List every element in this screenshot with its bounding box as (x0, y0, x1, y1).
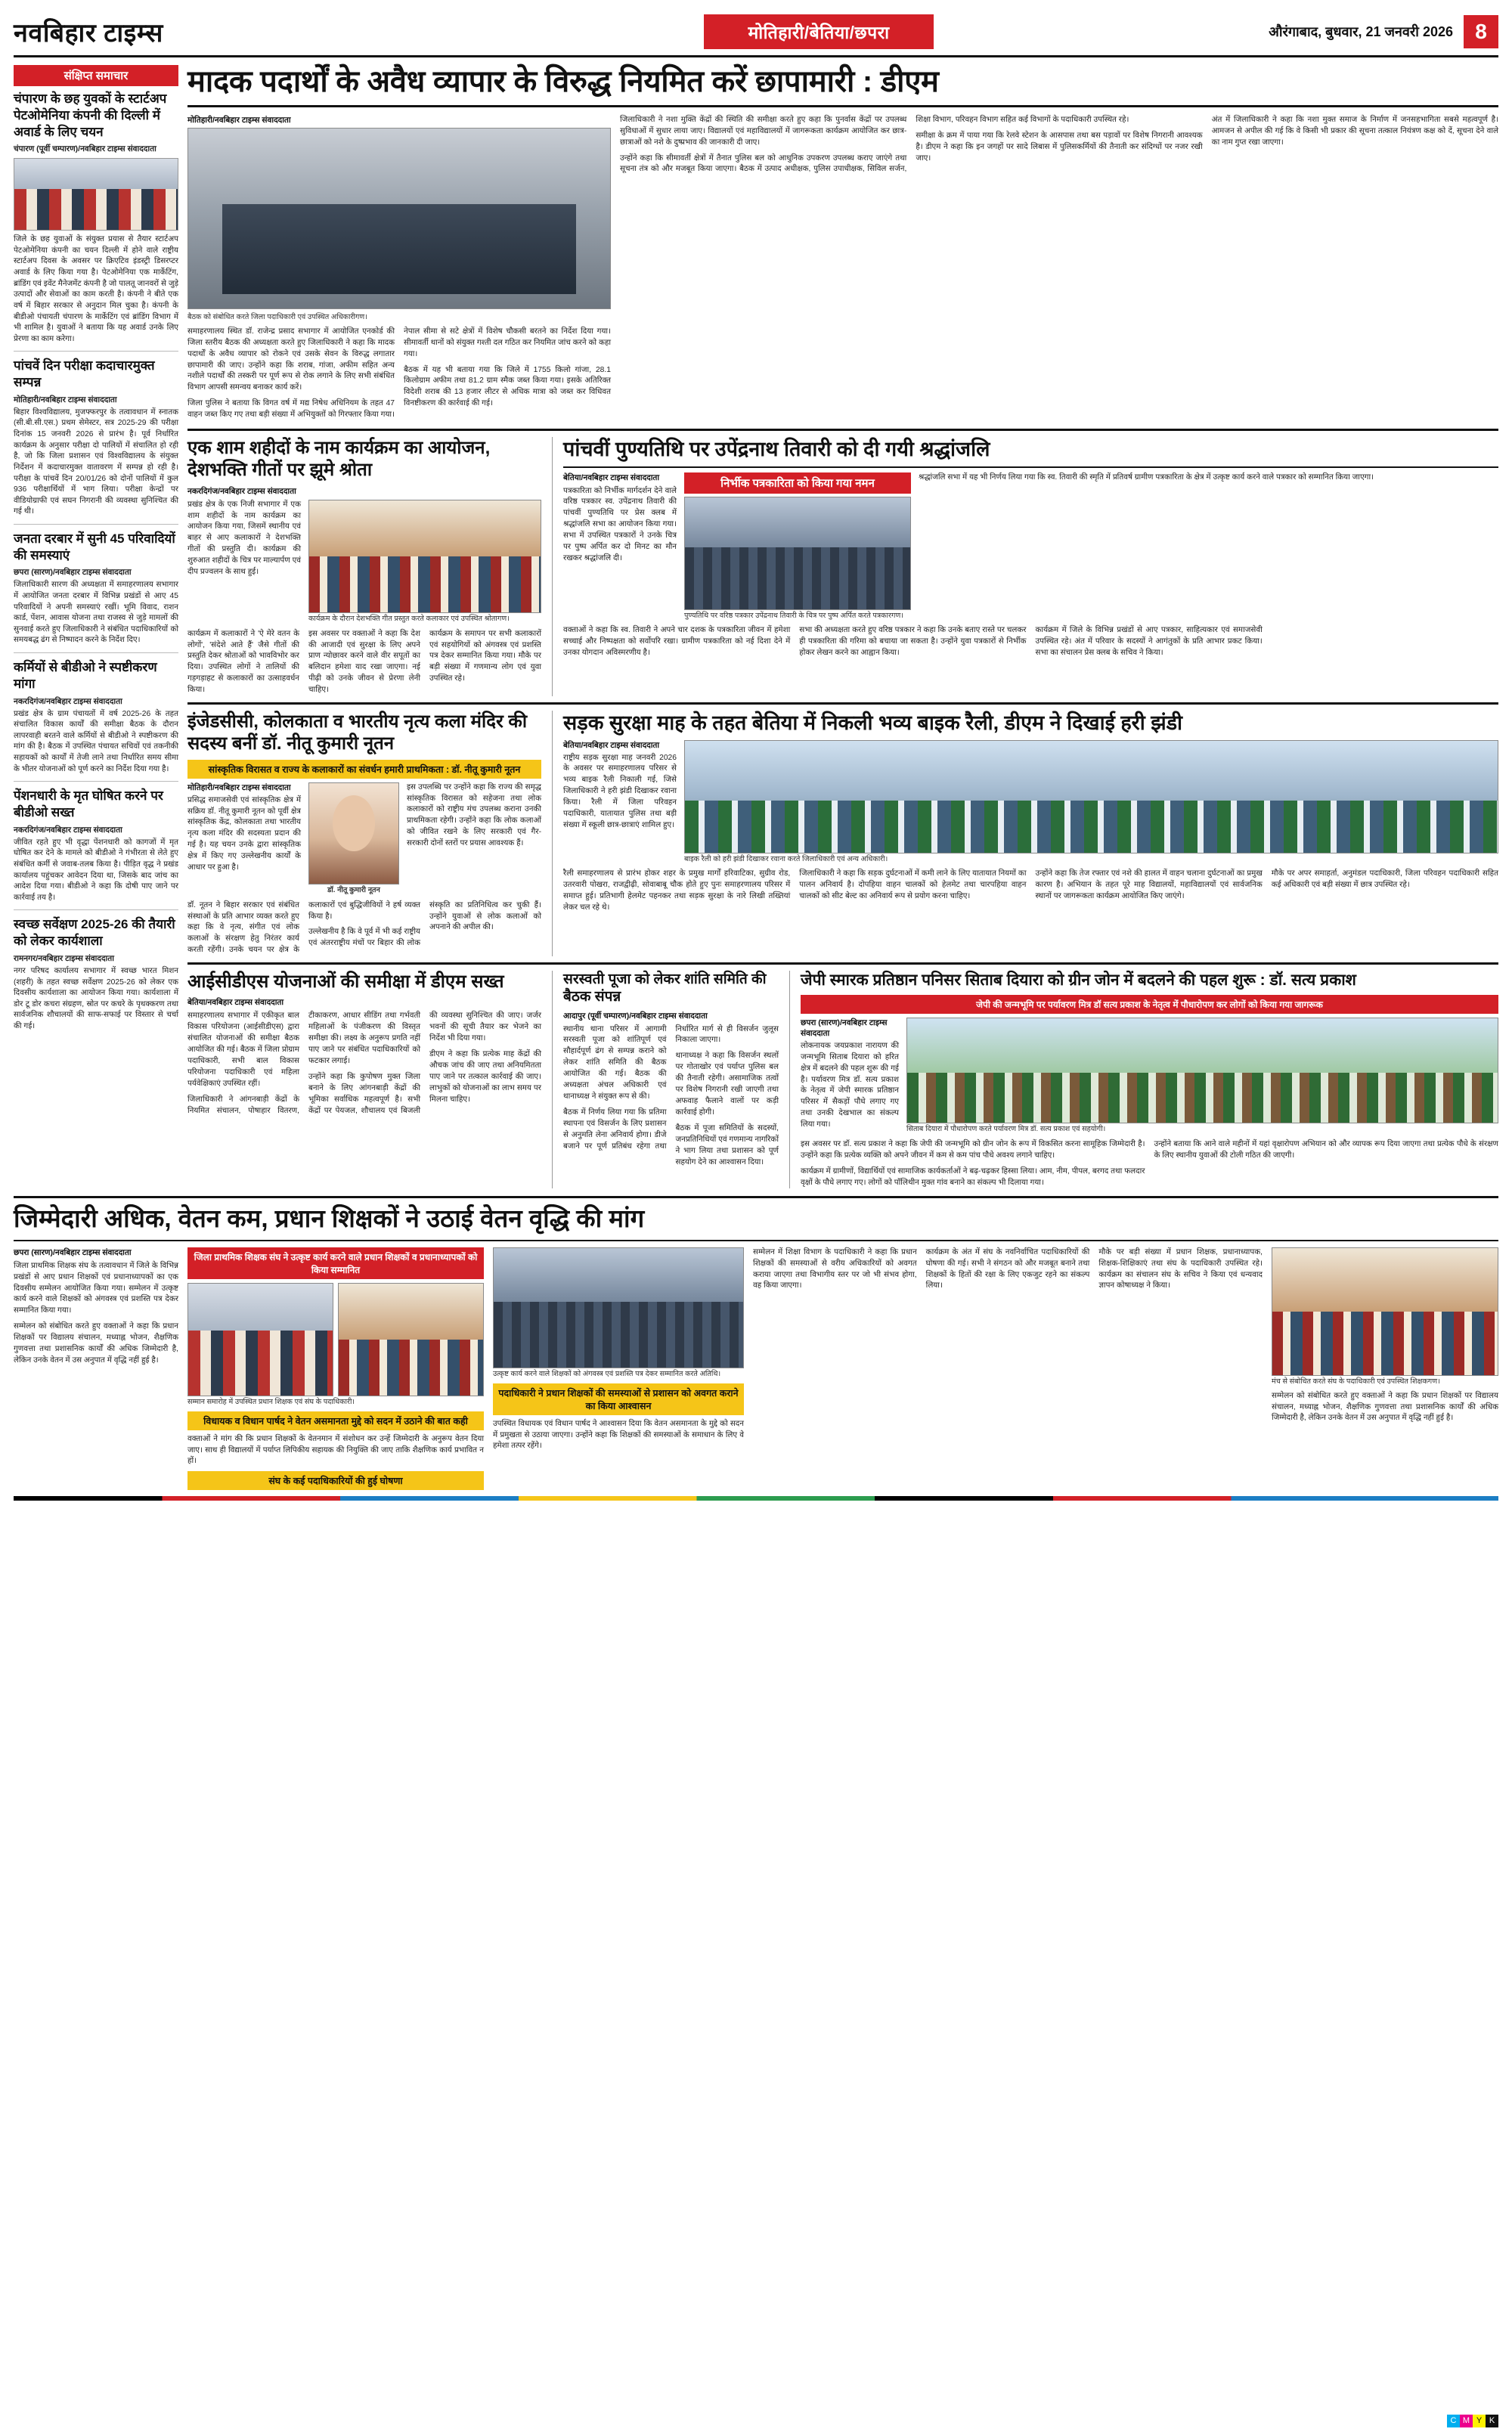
saraswati-headline: सरस्वती पूजा को लेकर शांति समिति की बैठक संपन्न (563, 971, 767, 1005)
brief-title: कर्मियों से बीडीओ ने स्पष्टीकरण मांगा (14, 660, 157, 691)
row-three (187, 702, 1498, 956)
brief-body: प्रखंड क्षेत्र के ग्राम पंचायतों में वर्ष 2025-26 के तहत संचालित विकास कार्यों की समीक्षा बैठक के दौरान लापरवाही बरतने वाले कर्मियों से बीडीओ ने स्पष्टीकरण की मांग की है। बैठक में उपस्थित पंचायत सचिवों एवं तकनीकी सहायकों को कार्यों में तेजी लाने तथा निर्धारित समय सीमा के भीतर योजनाओं को पूर्ण करने का निर्देश दिया गया है। (14, 709, 178, 773)
brief-item (14, 358, 178, 525)
bottom-caption-1: सम्मान समारोह में उपस्थित प्रधान शिक्षक एवं संघ के पदाधिकारी। (187, 1397, 355, 1406)
bottom-para: उपस्थित विधायक एवं विधान पार्षद ने आश्वासन दिया कि वेतन असमानता के मुद्दे को सदन में प्रमुखता से उठाया जाएगा। उन्होंने कहा कि शिक्षकों की समस्याओं के समाधान के लिए वे हमेशा तत्पर रहेंगे। (493, 1419, 744, 1451)
shaheed-para: कार्यक्रम में कलाकारों ने 'ऐ मेरे वतन के लोगों', 'संदेशे आते हैं' जैसे गीतों की प्रस्तुति देकर श्रोताओं को भावविभोर कर दिया। उपस्थित लोगों ने तालियों की गड़गड़ाहट से कलाकारों का उत्साहवर्धन किया। (187, 629, 299, 695)
brief-byline: रामनगर/नवबिहार टाइम्स संवाददाता (14, 953, 114, 963)
story-jp (789, 971, 1498, 1188)
jp-para: कार्यक्रम में ग्रामीणों, विद्यार्थियों एवं सामाजिक कार्यकर्ताओं ने बढ़-चढ़कर हिस्सा लिया। आम, नीम, पीपल, बरगद तथा फलदार वृक्षों के पौधे लगाए गए। लोगों को पॉलिथीन मुक्त गांव बनाने का संकल्प भी दिलाया गया। (801, 1166, 1145, 1187)
bottom-redbar: जिला प्राथमिक शिक्षक संघ ने उत्कृष्ट कार्य करने वाले प्रधान शिक्षकों व प्रधानाध्यापकों को किया सम्मानित (187, 1247, 484, 1279)
edition-wrap (369, 14, 1269, 49)
saraswati-para: बैठक में पूजा समितियों के सदस्यों, जनप्रतिनिधियों एवं गणमान्य नागरिकों ने भाग लिया तथा प्रशासन को पूर्ण सहयोग देने का आश्वासन दिया। (675, 1123, 779, 1166)
brief-title: जनता दरबार में सुनी 45 परिवादियों की समस्याएं (14, 531, 175, 562)
jp-redbar: जेपी की जन्मभूमि पर पर्यावरण मित्र डॉ सत्य प्रकाश के नेतृत्व में पौधारोपण कर लोगों को किया गया जागरूक (801, 995, 1498, 1014)
lead-photo (187, 128, 611, 309)
bottom-para: मौके पर बड़ी संख्या में प्रधान शिक्षक, प्रधानाध्यापक, शिक्षक-शिक्षिकाएं तथा संघ के पदाधिकारी उपस्थित रहे। कार्यक्रम का संचालन संघ के सचिव ने किया एवं धन्यवाद ज्ञापन कोषाध्यक्ष ने किया। (1098, 1247, 1263, 1290)
shaheed-para: कार्यक्रम के समापन पर सभी कलाकारों एवं सहयोगियों को अंगवस्त्र एवं प्रशस्ति पत्र देकर सम्मानित किया गया। मौके पर बड़ी संख्या में गणमान्य लोग एवं युवा उपस्थित रहे। (429, 629, 541, 683)
brief-body: नगर परिषद कार्यालय सभागार में स्वच्छ भारत मिशन (शहरी) के तहत स्वच्छ सर्वेक्षण 2025-26 को लेकर एक दिवसीय कार्यशाला का आयोजन किया गया। कार्यशाला में डोर टू डोर कचरा संग्रहण, स्रोत पर कचरे के पृथक्करण तथा सार्वजनिक शौचालयों की साफ-सफाई पर विस्तार से चर्चा की गई। (14, 966, 178, 1030)
bottom-col-5 (1272, 1247, 1498, 1491)
masthead (14, 11, 1498, 57)
story-shaheed (187, 437, 541, 696)
tiwari-para: सभा की अध्यक्षता करते हुए वरिष्ठ पत्रकार ने कहा कि उनके बताए रास्ते पर चलकर ही पत्रकारिता की गरिमा को बचाया जा सकता है। उन्होंने युवा पत्रकारों से निर्भीक होकर लेखन करने का आह्वान किया। (799, 626, 1027, 658)
brief-item (14, 788, 178, 910)
brief-byline: नकरदिगंज/नवबिहार टाइम्स संवाददाता (14, 696, 122, 706)
masthead-right (1269, 15, 1498, 48)
tiwari-para: पत्रकारिता को निर्भीक मार्गदर्शन देने वाले वरिष्ठ पत्रकार स्व. उपेंद्रनाथ तिवारी की पांचवीं पुण्यतिथि पर प्रेस क्लब में श्रद्धांजलि सभा का आयोजन किया गया। सभा में उपस्थित पत्रकारों ने उनके चित्र पर पुष्प अर्पित कर दो मिनट का मौन रखकर श्रद्धांजलि दी। (563, 486, 677, 563)
tiwari-photo (684, 497, 911, 610)
neetu-byline: मोतिहारी/नवबिहार टाइम्स संवाददाता (187, 782, 291, 792)
tiwari-caption: पुण्यतिथि पर वरिष्ठ पत्रकार उपेंद्रनाथ तिवारी के चित्र पर पुष्प अर्पित करते पत्रकारगण। (684, 611, 903, 620)
lead-para: जिला पुलिस ने बताया कि विगत वर्ष में मद्य निषेध अधिनियम के तहत 47 वाहन जब्त किए गए तथा बड़ी संख्या में अभियुक्तों को गिरफ्तार किया गया। नेपाल सीमा से सटे क्षेत्रों में विशेष चौकसी बरतने का निर्देश दिया गया। सीमावर्ती थानों को संयुक्त गश्ती दल गठित कर नियमित जांच करने को कहा गया। (187, 327, 611, 420)
row-four (187, 962, 1498, 1188)
story-tiwari (552, 437, 1498, 696)
lead-headline: मादक पदार्थों के अवैध व्यापार के विरुद्ध नियमित करें छापामारी : डीएम (187, 65, 1498, 107)
shaheed-para: प्रखंड क्षेत्र के एक निजी सभागार में एक शाम शहीदों के नाम कार्यक्रम का आयोजन किया गया, जिसमें स्थानीय एवं बाहर से आए कलाकारों ने देशभक्ति गीतों की प्रस्तुति दी। कार्यक्रम की शुरुआत शहीदों के चित्र पर माल्यार्पण एवं दीप प्रज्वलन के साथ हुई। (187, 500, 301, 577)
rally-headline: सड़क सुरक्षा माह के तहत बेतिया में निकली भव्य बाइक रैली, डीएम ने दिखाई हरी झंडी (563, 711, 1183, 735)
bottom-photo-3 (493, 1247, 744, 1368)
brief-body: जीवित रहते हुए भी वृद्धा पेंशनधारी को कागजों में मृत घोषित कर देने के मामले को बीडीओ ने गंभीरता से लेते हुए संबंधित कर्मी से जवाब-तलब किया है। पीड़ित वृद्ध ने प्रखंड कार्यालय पहुंचकर आवेदन दिया था, जिसके बाद जांच का आदेश दिया गया। बीडीओ ने कहा कि दोषी पाए जाने पर कार्रवाई तय है। (14, 838, 178, 902)
shaheed-headline: एक शाम शहीदों के नाम कार्यक्रम का आयोजन, देशभक्ति गीतों पर झूमे श्रोता (187, 438, 491, 481)
bottom-col-4 (753, 1247, 1263, 1491)
brief-news-rail (14, 65, 178, 1188)
color-registration-bar (14, 1496, 1498, 1501)
black-mark: K (1486, 2415, 1498, 2427)
saraswati-byline: आदापुर (पूर्वी चम्पारण)/नवबिहार टाइम्स संवाददाता (563, 1011, 708, 1021)
jp-para: लोकनायक जयप्रकाश नारायण की जन्मभूमि सिताब दियारा को हरित क्षेत्र में बदलने की पहल शुरू की गई है। पर्यावरण मित्र डॉ. सत्य प्रकाश के नेतृत्व में जेपी स्मारक प्रतिष्ठान परिसर में सैकड़ों पौधे लगाए गए तथा उनकी देखभाल का संकल्प लिया गया। (801, 1041, 899, 1129)
yellow-mark: Y (1473, 2415, 1486, 2427)
rally-caption: बाइक रैली को हरी झंडी दिखाकर रवाना करते जिलाधिकारी एवं अन्य अधिकारी। (684, 854, 888, 863)
lead-para: समीक्षा के क्रम में पाया गया कि रेलवे स्टेशन के आसपास तथा बस पड़ावों पर विशेष निगरानी आवश्यक है। डीएम ने कहा कि इन जगहों पर सादे लिबास में पुलिसकर्मियों की तैनाती कर संदिग्धों पर नजर रखी जाए। (916, 131, 1203, 163)
brief-item (14, 659, 178, 782)
lead-story (187, 65, 1498, 421)
tiwari-redbar: निर्भीक पत्रकारिता को किया गया नमन (684, 472, 911, 494)
neetu-para: उल्लेखनीय है कि वे पूर्व में भी कई राष्ट्रीय एवं अंतरराष्ट्रीय मंचों पर बिहार की लोक संस्कृति का प्रतिनिधित्व कर चुकी हैं। उन्होंने युवाओं से लोक कलाओं को अपनाने की अपील की। (308, 900, 541, 948)
brief-body: बिहार विश्वविद्यालय, मुजफ्फरपुर के तत्वावधान में स्नातक (सी.बी.सी.एस.) प्रथम सेमेस्टर, सत्र 2025-29 की परीक्षा दिनांक 15 जनवरी 2026 से प्रारंभ है। पूर्व निर्धारित कार्यक्रम के अनुसार परीक्षा दो पालियों में संचालित हो रही है, जो कि जिला प्रशासन एवं विश्वविद्यालय के संयुक्त निर्देशन में कदाचारमुक्त वातावरण में सम्पन्न हो रही है। परीक्षा के पांचवें दिन 20/01/26 को दोनों पालियों में कुल 936 परीक्षार्थियों में भाग लिया। परीक्षा केन्द्रों पर वीडियोग्राफी एवं सघन निगरानी की व्यवस्था सुनिश्चित की गई थी। (14, 407, 178, 516)
bottom-caption-2: उत्कृष्ट कार्य करने वाले शिक्षकों को अंगवस्त्र एवं प्रशस्ति पत्र देकर सम्मानित करते अतिथि। (493, 1369, 721, 1378)
story-neetu (187, 711, 541, 956)
story-rally (552, 711, 1498, 956)
icds-para: उन्होंने कहा कि कुपोषण मुक्त जिला बनाने के लिए आंगनबाड़ी केंद्रों की भूमिका सर्वाधिक महत्वपूर्ण है। सभी केंद्रों पर पेयजल, शौचालय एवं बिजली की व्यवस्था सुनिश्चित की जाए। जर्जर भवनों की सूची तैयार कर भेजने का निर्देश भी दिया गया। (308, 1012, 541, 1115)
page-number: 8 (1464, 15, 1498, 48)
jp-byline: छपरा (सारण)/नवबिहार टाइम्स संवाददाता (801, 1018, 888, 1038)
rally-para: उन्होंने कहा कि तेज रफ्तार एवं नशे की हालत में वाहन चलाना दुर्घटनाओं का प्रमुख कारण है। अभियान के तहत पूरे माह विद्यालयों, महाविद्यालयों एवं सार्वजनिक स्थानों पर जागरूकता कार्यक्रम आयोजित किए जाएंगे। (1035, 869, 1263, 901)
neetu-para: प्रसिद्ध समाजसेवी एवं सांस्कृतिक क्षेत्र में सक्रिय डॉ. नीतू कुमारी नूतन को पूर्वी क्षेत्र सांस्कृतिक केंद्र, कोलकाता तथा भारतीय नृत्य कला मंदिर की सदस्यता प्रदान की गई है। यह चयन उनके द्वारा सांस्कृतिक क्षेत्र में किए गए उल्लेखनीय कार्यों के आधार पर हुआ है। (187, 795, 301, 872)
rally-photo (684, 740, 1498, 854)
newspaper-logo: नवबिहार टाइम्स (14, 18, 163, 48)
jp-photo (906, 1018, 1498, 1123)
bottom-yellowbar-2: संघ के कई पदाधिकारियों की हुई घोषणा (187, 1471, 484, 1490)
icds-byline: बेतिया/नवबिहार टाइम्स संवाददाता (187, 998, 284, 1008)
brief-photo (14, 158, 178, 231)
neetu-headline: इंजेडसीसी, कोलकाता व भारतीय नृत्य कला मंदिर की सदस्य बनीं डॉ. नीतू कुमारी नूतन (187, 711, 528, 754)
bottom-para: सम्मेलन में शिक्षा विभाग के पदाधिकारी ने कहा कि प्रधान शिक्षकों की समस्याओं से वरीय अधिकारियों को अवगत कराया जाएगा तथा विभागीय स्तर पर जो भी संभव होगा, वह किया जाएगा। (753, 1247, 917, 1290)
jp-caption: सिताब दियारा में पौधारोपण करते पर्यावरण मित्र डॉ. सत्य प्रकाश एवं सहयोगी। (906, 1124, 1106, 1133)
lead-byline: मोतिहारी/नवबिहार टाइम्स संवाददाता (187, 115, 291, 125)
saraswati-para: बैठक में निर्णय लिया गया कि प्रतिमा स्थापना एवं विसर्जन के लिए प्रशासन से अनुमति लेना अनिवार्य होगा। डीजे बजाने पर पूर्ण प्रतिबंध रहेगा तथा निर्धारित मार्ग से ही विसर्जन जुलूस निकाला जाएगा। (563, 1024, 779, 1151)
lead-para: अंत में जिलाधिकारी ने कहा कि नशा मुक्त समाज के निर्माण में जनसहभागिता सबसे महत्वपूर्ण है। आमजन से अपील की गई कि वे किसी भी प्रकार की सूचना तत्काल नियंत्रण कक्ष को दें, सूचना देने वाले का नाम गुप्त रखा जाएगा। (1211, 115, 1498, 147)
brief-item (14, 91, 178, 352)
lead-para: समाहरणालय स्थित डॉ. राजेन्द्र प्रसाद सभागार में आयोजित एनकोर्ड की जिला स्तरीय बैठक की अध्यक्षता करते हुए जिलाधिकारी ने कहा कि मादक पदार्थों के अवैध व्यापार को रोकने एवं उसके सेवन के विरुद्ध लगातार छापामारी की जाए। उन्होंने कहा कि शराब, गांजा, अफीम सहित अन्य नशीले पदार्थों की तस्करी पर पूर्ण रूप से रोक लगाने के लिए सभी संबंधित विभाग आपसी समन्वय बनाकर कार्य करें। (187, 327, 395, 392)
magenta-mark: M (1460, 2415, 1473, 2427)
brief-title: पेंशनधारी के मृत घोषित करने पर बीडीओ सख्त (14, 788, 163, 819)
rally-byline: बेतिया/नवबिहार टाइम्स संवाददाता (563, 740, 660, 750)
bottom-story (14, 1196, 1498, 1490)
dateline: औरंगाबाद, बुधवार, 21 जनवरी 2026 (1269, 23, 1453, 39)
icds-headline: आईसीडीएस योजनाओं की समीक्षा में डीएम सख्त (187, 971, 504, 993)
rail-header: संक्षिप्त समाचार (14, 65, 178, 86)
lead-para: जिलाधिकारी ने नशा मुक्ति केंद्रों की स्थिति की समीक्षा करते हुए कहा कि पुनर्वास केंद्रों पर उपलब्ध सुविधाओं में सुधार लाया जाए। विद्यालयों एवं महाविद्यालयों में जागरूकता कार्यक्रम आयोजित कर छात्र-छात्राओं को नशे के दुष्प्रभाव की जानकारी दी जाए। (620, 115, 907, 147)
bottom-headline: जिम्मेदारी अधिक, वेतन कम, प्रधान शिक्षकों ने उठाई वेतन वृद्धि की मांग (14, 1204, 1498, 1241)
bottom-col-2 (187, 1247, 484, 1491)
rally-para: मौके पर अपर समाहर्ता, अनुमंडल पदाधिकारी, जिला परिवहन पदाधिकारी सहित कई अधिकारी एवं बड़ी संख्या में छात्र उपस्थित रहे। (1271, 869, 1498, 890)
icds-para: डीएम ने कहा कि प्रत्येक माह केंद्रों की औचक जांच की जाए तथा अनियमितता पाए जाने पर तत्काल कार्रवाई की जाए। लाभुकों को योजनाओं का लाभ समय पर मिलना चाहिए। (429, 1050, 541, 1104)
bottom-para: जिला प्राथमिक शिक्षक संघ के तत्वावधान में जिले के विभिन्न प्रखंडों से आए प्रधान शिक्षकों एवं प्रधानाध्यापकों का एक दिवसीय सम्मेलन आयोजित किया गया। सम्मेलन में उत्कृष्ट कार्य करने वाले शिक्षकों को अंगवस्त्र एवं प्रशस्ति पत्र देकर सम्मानित किया गया। (14, 1261, 178, 1315)
jp-para: उन्होंने बताया कि आने वाले महीनों में यहां वृक्षारोपण अभियान को और व्यापक रूप दिया जाएगा तथा प्रत्येक पौधे के संरक्षण के लिए स्थानीय युवाओं की टोली गठित की जाएगी। (1154, 1139, 1498, 1160)
neetu-para: इस उपलब्धि पर उन्होंने कहा कि राज्य की समृद्ध सांस्कृतिक विरासत को सहेजना तथा लोक कलाकारों को राष्ट्रीय मंच उपलब्ध कराना उनकी प्राथमिकता रहेगी। उन्होंने कहा कि लोक कलाओं को जीवित रखने के लिए सरकारी एवं गैर-सरकारी दोनों स्तरों पर प्रयास आवश्यक हैं। (407, 782, 541, 848)
bottom-para: कार्यक्रम के अंत में संघ के नवनिर्वाचित पदाधिकारियों की घोषणा की गई। सभी ने संगठन को और मजबूत बनाने तथा शिक्षकों के हितों की रक्षा के लिए एकजुट रहने का संकल्प लिया। (925, 1247, 1090, 1290)
bottom-caption-3: मंच से संबोधित करते संघ के पदाधिकारी एवं उपस्थित शिक्षकगण। (1272, 1377, 1440, 1386)
lead-para: उन्होंने कहा कि सीमावर्ती क्षेत्रों में तैनात पुलिस बल को आधुनिक उपकरण उपलब्ध कराए जाएंगे तथा सूचना तंत्र को और मजबूत किया जाएगा। बैठक में उत्पाद अधीक्षक, पुलिस उपाधीक्षक, सिविल सर्जन, शिक्षा विभाग, परिवहन विभाग सहित कई विभागों के पदाधिकारी उपस्थित रहे। (620, 115, 1129, 174)
brief-byline: नकरदिगंज/नवबिहार टाइम्स संवाददाता (14, 825, 122, 835)
bottom-photo-2 (338, 1283, 484, 1396)
bottom-para: वक्ताओं ने मांग की कि प्रधान शिक्षकों के वेतनमान में संशोधन कर उन्हें जिम्मेदारी के अनुरूप वेतन दिया जाए। साथ ही विद्यालयों में पर्याप्त लिपिकीय सहायक की नियुक्ति की जाए ताकि शैक्षणिक कार्य प्रभावित न हों। (187, 1434, 484, 1466)
bottom-para: सम्मेलन को संबोधित करते हुए वक्ताओं ने कहा कि प्रधान शिक्षकों पर विद्यालय संचालन, मध्याह्न भोजन, शैक्षणिक गुणवत्ता तथा प्रशासनिक कार्यों की अधिक जिम्मेदारी है, लेकिन उनके वेतन में उस अनुपात में वृद्धि नहीं हुई है। (14, 1322, 178, 1365)
jp-headline: जेपी स्मारक प्रतिष्ठान पनिसर सिताब दियारा को ग्रीन जोन में बदलने की पहल शुरू : डॉ. सत्य प्रकाश (801, 971, 1356, 990)
bottom-col-1 (14, 1247, 178, 1491)
shaheed-para: इस अवसर पर वक्ताओं ने कहा कि देश की आजादी एवं सुरक्षा के लिए अपने प्राण न्योछावर करने वाले वीर सपूतों का बलिदान हमेशा याद रखा जाएगा। नई पीढ़ी को उनके जीवन से प्रेरणा लेनी चाहिए। (308, 629, 420, 695)
tiwari-para: वक्ताओं ने कहा कि स्व. तिवारी ने अपने चार दशक के पत्रकारिता जीवन में हमेशा सच्चाई और निष्पक्षता को सर्वोपरि रखा। ग्रामीण पत्रकारिता को नई दिशा देने में उनका योगदान अविस्मरणीय है। (563, 626, 791, 658)
rally-para: जिलाधिकारी ने कहा कि सड़क दुर्घटनाओं में कमी लाने के लिए यातायात नियमों का पालन अनिवार्य है। दोपहिया वाहन चालकों को हेलमेट तथा चारपहिया वाहन चालकों को सीट बेल्ट का अनिवार्य रूप से प्रयोग करना चाहिए। (799, 869, 1027, 901)
tiwari-headline: पांचवीं पुण्यतिथि पर उपेंद्रनाथ तिवारी को दी गयी श्रद्धांजलि (563, 437, 1498, 467)
tiwari-para: कार्यक्रम में जिले के विभिन्न प्रखंडों से आए पत्रकार, साहित्यकार एवं समाजसेवी उपस्थित रहे। अंत में परिवार के सदस्यों ने आगंतुकों के प्रति आभार प्रकट किया। सभा का संचालन प्रेस क्लब के सचिव ने किया। (1035, 626, 1263, 658)
bottom-para: सम्मेलन को संबोधित करते हुए वक्ताओं ने कहा कि प्रधान शिक्षकों पर विद्यालय संचालन, मध्याह्न भोजन, शैक्षणिक गुणवत्ता तथा प्रशासनिक कार्यों की अधिक जिम्मेदारी है, लेकिन उनके वेतन में उस अनुपात में वृद्धि नहीं हुई है। (1272, 1391, 1498, 1423)
tiwari-para: श्रद्धांजलि सभा में यह भी निर्णय लिया गया कि स्व. तिवारी की स्मृति में प्रतिवर्ष ग्रामीण पत्रकारिता के क्षेत्र में उत्कृष्ट कार्य करने वाले पत्रकार को सम्मानित किया जाएगा। (919, 472, 1374, 482)
bottom-col-3 (493, 1247, 744, 1491)
brief-title: स्वच्छ सर्वेक्षण 2025-26 की तैयारी को लेकर कार्यशाला (14, 917, 175, 949)
shaheed-photo (308, 500, 541, 613)
saraswati-para: थानाध्यक्ष ने कहा कि विसर्जन स्थलों पर गोताखोर एवं पर्याप्त पुलिस बल की तैनाती रहेगी। असामाजिक तत्वों पर विशेष निगरानी रखी जाएगी तथा अफवाह फैलाने वालों पर कड़ी कार्रवाई होगी। (675, 1052, 779, 1117)
shaheed-byline: नकरदिगंज/नवबिहार टाइम्स संवाददाता (187, 486, 296, 496)
brief-byline: मोतिहारी/नवबिहार टाइम्स संवाददाता (14, 395, 117, 404)
bottom-photo-4 (1272, 1247, 1498, 1376)
story-saraswati (552, 971, 779, 1188)
brief-byline: छपरा (सारण)/नवबिहार टाइम्स संवाददाता (14, 568, 132, 578)
neetu-portrait (308, 782, 399, 885)
saraswati-para: स्थानीय थाना परिसर में आगामी सरस्वती पूजा को शांतिपूर्ण एवं सौहार्दपूर्ण ढंग से सम्पन्न कराने को लेकर शांति समिति की बैठक आयोजित की गई। बैठक की अध्यक्षता अंचल अधिकारी एवं थानाध्यक्ष ने संयुक्त रूप से की। (563, 1024, 667, 1101)
neetu-caption: डॉ. नीतू कुमारी नूतन (327, 885, 380, 894)
bottom-yellowbar-3: पदाधिकारी ने प्रधान शिक्षकों की समस्याओं से प्रशासन को अवगत कराने का किया आश्वासन (493, 1383, 744, 1415)
rally-para: रैली समाहरणालय से प्रारंभ होकर शहर के प्रमुख मार्गों हरिवाटिका, सुग्रीव रोड, उतरवारी पोखरा, राजद्वीढ़ी, सोवाबाबू चौक होते हुए पुनः समाहरणालय परिसर में समाप्त हुई। प्रतिभागी हेलमेट पहनकर तथा सड़क सुरक्षा के नारे लिखी तख्तियां लेकर चल रहे थे। (563, 869, 791, 912)
cmyk-marks (1447, 2415, 1498, 2427)
tiwari-byline: बेतिया/नवबिहार टाइम्स संवाददाता (563, 472, 660, 482)
brief-body: जिले के छह युवाओं के संयुक्त प्रयास से तैयार स्टार्टअप पेटओमेनिया कंपनी का चयन दिल्ली में होने वाले राष्ट्रीय स्टार्टअप दिवस के अवसर पर क्रिएटिव इंडस्ट्री डिसरप्टर अवार्ड के लिए किया गया है। पेटओमेनिया एक मार्केटिंग, ब्रांडिंग एवं इवेंट मैनेजमेंट कंपनी है जो पालतू जानवरों से जुड़े उत्पादों और सेवाओं का काम करती है। कंपनी ने बीते एक वर्ष में बिहार सरकार से अनुदान मिल चुका है। कंपनी के बीडीओ पंचायती चंपारण के मार्केटिंग एवं ब्रांडिंग विभाग में भी शामिल है। युवाओं ने बताया कि यह अवार्ड उनके लिए प्रेरणा का काम करेगा। (14, 235, 178, 343)
bottom-yellowbar-1: विधायक व विधान पार्षद ने वेतन असमानता मुद्दे को सदन में उठाने की बात कही (187, 1411, 484, 1430)
brief-item (14, 531, 178, 653)
lead-photo-caption: बैठक को संबोधित करते जिला पदाधिकारी एवं उपस्थित अधिकारीगण। (187, 312, 367, 321)
brief-title: चंपारण के छह युवकों के स्टार्टअप पेटओमेनिया कंपनी की दिल्ली में अवार्ड के लिए चयन (14, 91, 167, 139)
brief-title: पांचवें दिन परीक्षा कदाचारमुक्त सम्पन्न (14, 358, 155, 390)
main-column (187, 65, 1498, 1188)
lead-para: बैठक में यह भी बताया गया कि जिले में 1755 किलो गांजा, 28.1 किलोग्राम अफीम तथा 81.2 ग्राम स्मैक जब्त किया गया। इसके अतिरिक्त विदेशी शराब की 13 हजार लीटर से अधिक मात्रा को जब्त कर विधिवत विनष्टीकरण की कार्रवाई की गई। (404, 365, 611, 408)
cyan-mark: C (1447, 2415, 1460, 2427)
neetu-yellowbar: सांस्कृतिक विरासत व राज्य के कलाकारों का संवर्धन हमारी प्राथमिकता : डॉ. नीतू कुमारी नूतन (187, 760, 541, 779)
brief-body: जिलाधिकारी सारण की अध्यक्षता में समाहरणालय सभागार में आयोजित जनता दरबार में विभिन्न प्रखंडों से आए 45 परिवादियों ने अपनी समस्याएं रखीं। भूमि विवाद, राशन कार्ड, पेंशन, आवास योजना तथा राजस्व से जुड़े मामलों की सुनवाई करते हुए जिलाधिकारी ने संबंधित पदाधिकारियों को समयबद्ध ढंग से निष्पादन करने के निर्देश दिए। (14, 581, 178, 645)
rally-para: राष्ट्रीय सड़क सुरक्षा माह जनवरी 2026 के अवसर पर समाहरणालय परिसर से भव्य बाइक रैली निकाली गई, जिसे जिलाधिकारी ने हरी झंडी दिखाकर रवाना किया। रैली में जिला परिवहन पदाधिकारी, यातायात पुलिस तथा बड़ी संख्या में स्कूली छात्र-छात्राएं शामिल हुए। (563, 753, 677, 830)
shaheed-caption: कार्यक्रम के दौरान देशभक्ति गीत प्रस्तुत करते कलाकार एवं उपस्थित श्रोतागण। (308, 614, 510, 623)
page-content (14, 65, 1498, 1188)
brief-byline: चंपारण (पूर्वी चम्पारण)/नवबिहार टाइम्स संवाददाता (14, 144, 156, 154)
icds-para: जिलाधिकारी ने आंगनबाड़ी केंद्रों के नियमित संचालन, पोषाहार वितरण, टीकाकरण, आधार सीडिंग तथा गर्भवती महिलाओं के पंजीकरण की विस्तृत समीक्षा की। लक्ष्य के अनुरूप प्रगति नहीं पाए जाने पर संबंधित पदाधिकारियों को फटकार लगाई। (187, 1012, 420, 1115)
story-icds (187, 971, 541, 1188)
bottom-byline: छपरा (सारण)/नवबिहार टाइम्स संवाददाता (14, 1247, 132, 1257)
edition-badge: मोतिहारी/बेतिया/छपरा (704, 14, 933, 49)
icds-para: समाहरणालय सभागार में एकीकृत बाल विकास परियोजना (आईसीडीएस) द्वारा संचालित योजनाओं की समीक्षा बैठक आयोजित की गई। बैठक में जिला प्रोग्राम पदाधिकारी, सभी बाल विकास परियोजना पदाधिकारी एवं महिला पर्यवेक्षिकाएं उपस्थित रहीं। (187, 1012, 299, 1088)
brief-item (14, 916, 178, 1038)
row-two (187, 429, 1498, 696)
jp-para: इस अवसर पर डॉ. सत्य प्रकाश ने कहा कि जेपी की जन्मभूमि को ग्रीन जोन के रूप में विकसित करना सामूहिक जिम्मेदारी है। उन्होंने कहा कि प्रत्येक व्यक्ति को अपने जीवन में कम से कम पांच पौधे अवश्य लगाने चाहिए। (801, 1139, 1145, 1160)
neetu-para: डॉ. नूतन ने बिहार सरकार एवं संबंधित संस्थाओं के प्रति आभार व्यक्त करते हुए कहा कि वे नृत्य, संगीत एवं लोक कलाओं के संरक्षण हेतु निरंतर कार्य करती रहेंगी। उनके चयन पर क्षेत्र के कलाकारों एवं बुद्धिजीवियों ने हर्ष व्यक्त किया है। (187, 900, 420, 955)
bottom-photo-1 (187, 1283, 333, 1396)
